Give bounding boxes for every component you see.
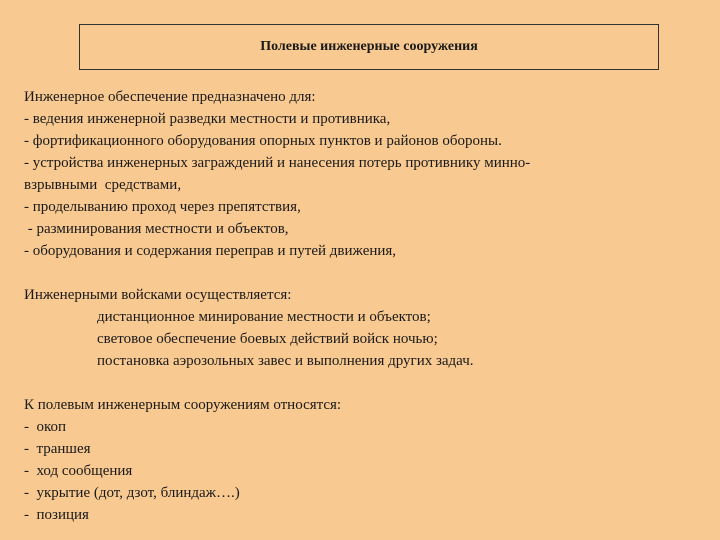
section2-item: световое обеспечение боевых действий войск ночью; [97, 331, 438, 347]
section3-item: - позиция [24, 507, 89, 523]
title-box [79, 24, 659, 70]
section2-heading: Инженерными войсками осуществляется: [24, 287, 292, 303]
section3-heading: К полевым инженерным сооружениям относятся: [24, 397, 342, 413]
section1-item: взрывными средствами, [24, 177, 182, 193]
section1-item: - фортификационного оборудования опорных пунктов и районов обороны. [24, 133, 502, 149]
section1-item: - проделыванию проход через препятствия, [24, 199, 301, 215]
page-title: Полевые инженерные сооружения [260, 39, 478, 54]
section1-item: - ведения инженерной разведки местности и противника, [24, 111, 391, 127]
section1-item: - устройства инженерных заграждений и нанесения потерь противнику минно- [24, 155, 531, 171]
section1-item: - разминирования местности и объектов, [24, 221, 289, 237]
section1-item: - оборудования и содержания переправ и путей движения, [24, 243, 397, 259]
section3-item: - окоп [24, 419, 67, 435]
spacer [24, 372, 694, 394]
spacer [24, 262, 694, 284]
section3-item: - траншея [24, 441, 91, 457]
section1-heading: Инженерное обеспечение предназначено для: [24, 89, 316, 105]
slide-content [24, 86, 694, 526]
section2-item: дистанционное минирование местности и объектов; [97, 309, 431, 325]
section3-item: - ход сообщения [24, 463, 133, 479]
section2-item: постановка аэрозольных завес и выполнения других задач. [97, 353, 474, 369]
section3-item: - укрытие (дот, дзот, блиндаж….) [24, 485, 240, 501]
